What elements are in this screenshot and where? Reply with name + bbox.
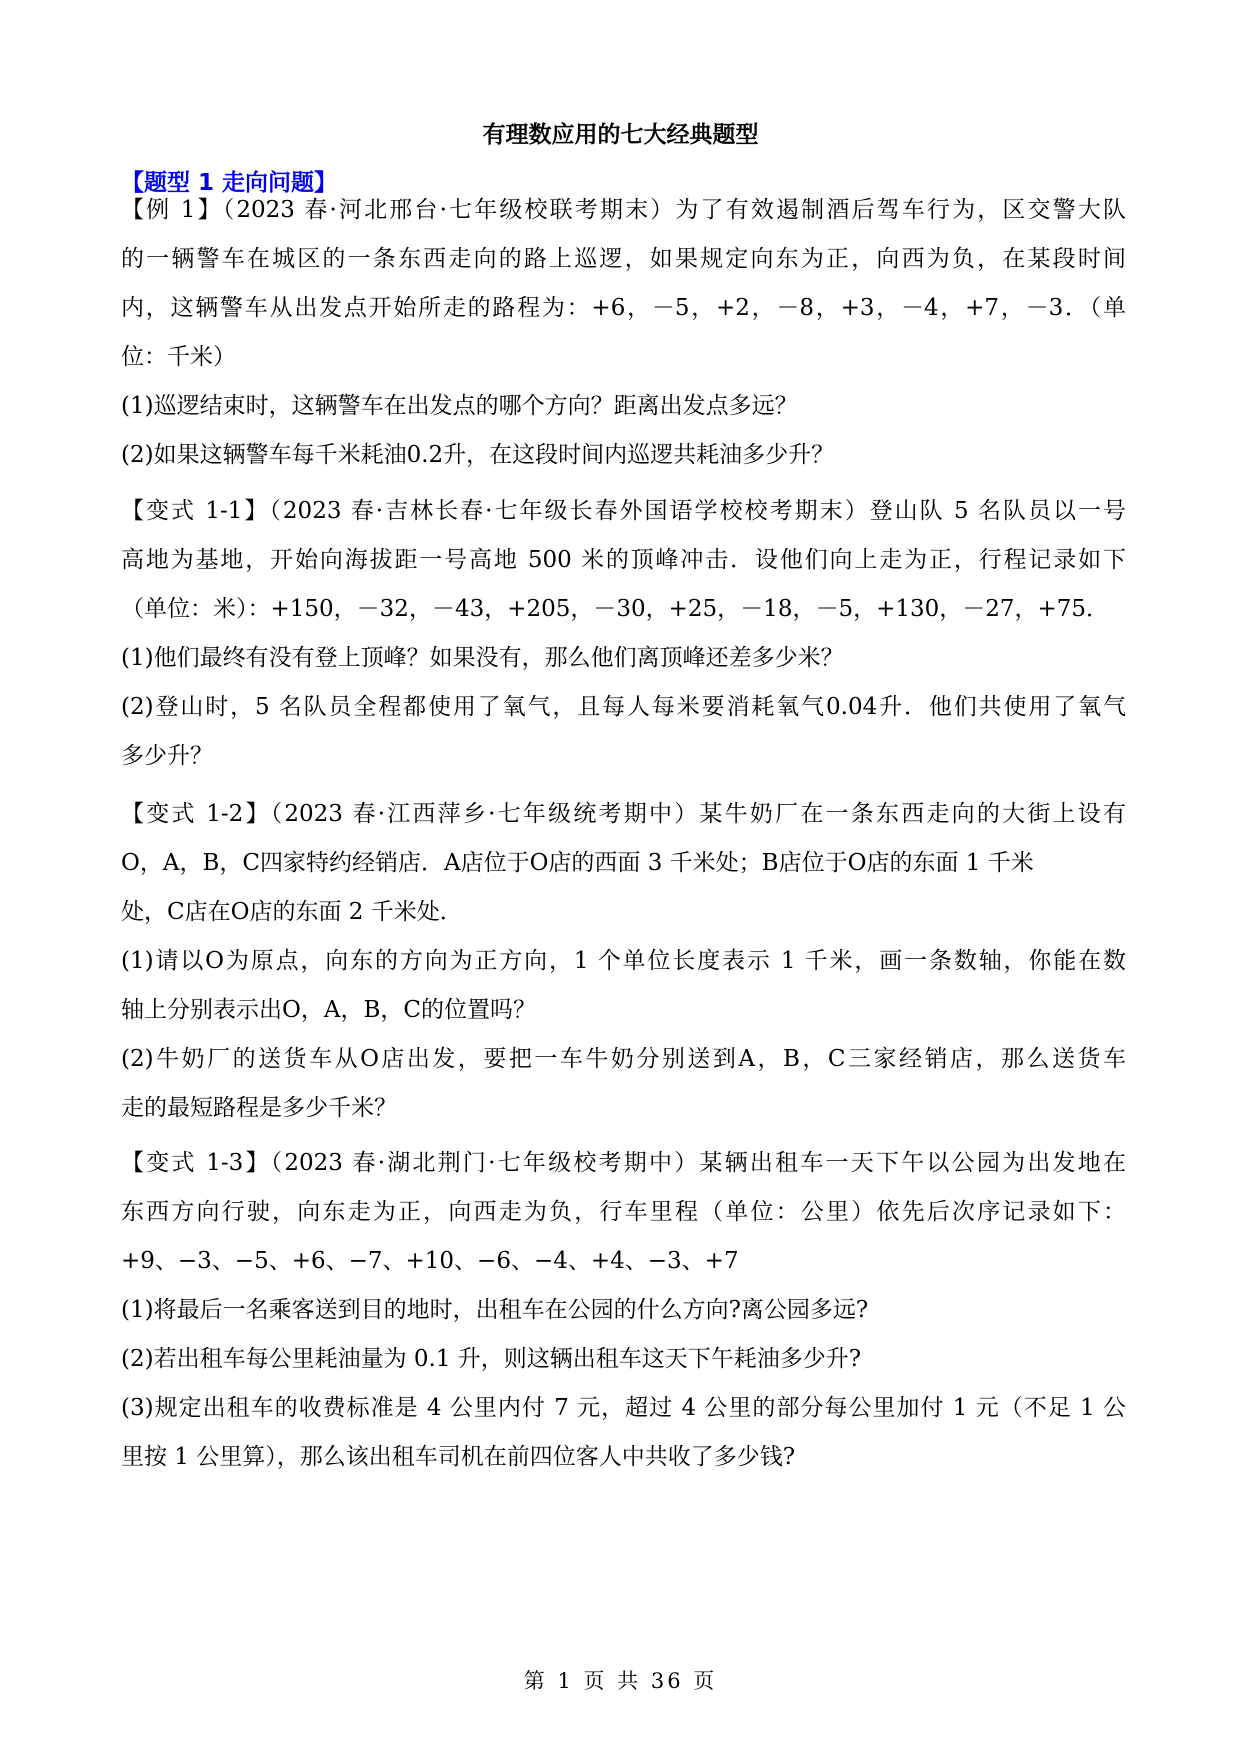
- document-title: 有理数应用的七大经典题型: [482, 122, 759, 148]
- problem-line: +9、−3、−5、+6、−7、+10、−6、−4、+4、−3、+7: [121, 1248, 739, 1274]
- variant-1-1-block: [121, 487, 1126, 781]
- question-line: (2)登山时，5 名队员全程都使用了氧气，且每人每米要消耗氧气0.04升．他们共使用了氧气: [121, 694, 1126, 720]
- problem-line: 【变式 1-2】（2023 春·江西萍乡·七年级统考期中）某牛奶厂在一条东西走向的大街上设有: [121, 801, 1126, 827]
- problem-line: 【变式 1-3】（2023 春·湖北荆门·七年级校考期中）某辆出租车一天下午以公园为出发地在: [121, 1150, 1126, 1176]
- problem-line: 内，这辆警车从出发点开始所走的路程为：+6，－5，+2，－8，+3，－4，+7，－3．（单: [121, 295, 1126, 321]
- problem-line: O，A，B，C四家特约经销店．A店位于O店的西面 3 千米处；B店位于O店的东面 1 千米: [121, 850, 1034, 876]
- question-line: (1)将最后一名乘客送到目的地时，出租车在公园的什么方向?离公园多远?: [121, 1297, 869, 1323]
- example-1-block: [121, 186, 1126, 480]
- question-line: 轴上分别表示出O，A，B，C的位置吗？: [121, 997, 536, 1023]
- problem-line: 位：千米）: [121, 344, 236, 370]
- question-line: (1)请以O为原点，向东的方向为正方向，1 个单位长度表示 1 千米，画一条数轴，你能在数: [121, 948, 1126, 974]
- page-number-footer: 第 1 页 共 36 页: [523, 1669, 718, 1693]
- section-heading: 【题型 1 走向问题】: [121, 170, 338, 196]
- problem-line: 【例 1】（2023 春·河北邢台·七年级校联考期末）为了有效遏制酒后驾车行为，区交警大队: [121, 197, 1126, 223]
- question-line: (2)牛奶厂的送货车从O店出发，要把一车牛奶分别送到A，B，C三家经销店，那么送货车: [121, 1046, 1126, 1072]
- question-line: (1)他们最终有没有登上顶峰？如果没有，那么他们离顶峰还差多少米？: [121, 645, 844, 671]
- question-line: 走的最短路程是多少千米？: [121, 1095, 397, 1121]
- problem-line: 东西方向行驶，向东走为正，向西走为负，行车里程（单位：公里）依先后次序记录如下：: [121, 1199, 1126, 1225]
- variant-1-2-block: [121, 790, 1126, 1133]
- problem-line: 的一辆警车在城区的一条东西走向的路上巡逻，如果规定向东为正，向西为负，在某段时间: [121, 246, 1126, 272]
- problem-line: （单位：米）：+150，－32，－43，+205，－30，+25，－18，－5，+130，－27，+75．: [121, 596, 1110, 622]
- question-line: (3)规定出租车的收费标准是 4 公里内付 7 元，超过 4 公里的部分每公里加付 1 元（不足 1 公: [121, 1395, 1126, 1421]
- variant-1-3-block: [121, 1139, 1126, 1482]
- problem-line: 高地为基地，开始向海拔距一号高地 500 米的顶峰冲击．设他们向上走为正，行程记录如下: [121, 547, 1126, 573]
- question-line: (2)若出租车每公里耗油量为 0.1 升，则这辆出租车这天下午耗油多少升?: [121, 1346, 862, 1372]
- question-line: (2)如果这辆警车每千米耗油0.2升，在这段时间内巡逻共耗油多少升？: [121, 442, 835, 468]
- question-line: 里按 1 公里算），那么该出租车司机在前四位客人中共收了多少钱?: [121, 1444, 796, 1470]
- problem-line: 【变式 1-1】（2023 春·吉林长春·七年级长春外国语学校校考期末）登山队 5 名队员以一号: [121, 498, 1126, 524]
- question-line: (1)巡逻结束时，这辆警车在出发点的哪个方向？距离出发点多远？: [121, 393, 798, 419]
- problem-line: 处，C店在O店的东面 2 千米处．: [121, 899, 463, 925]
- question-line: 多少升？: [121, 743, 213, 769]
